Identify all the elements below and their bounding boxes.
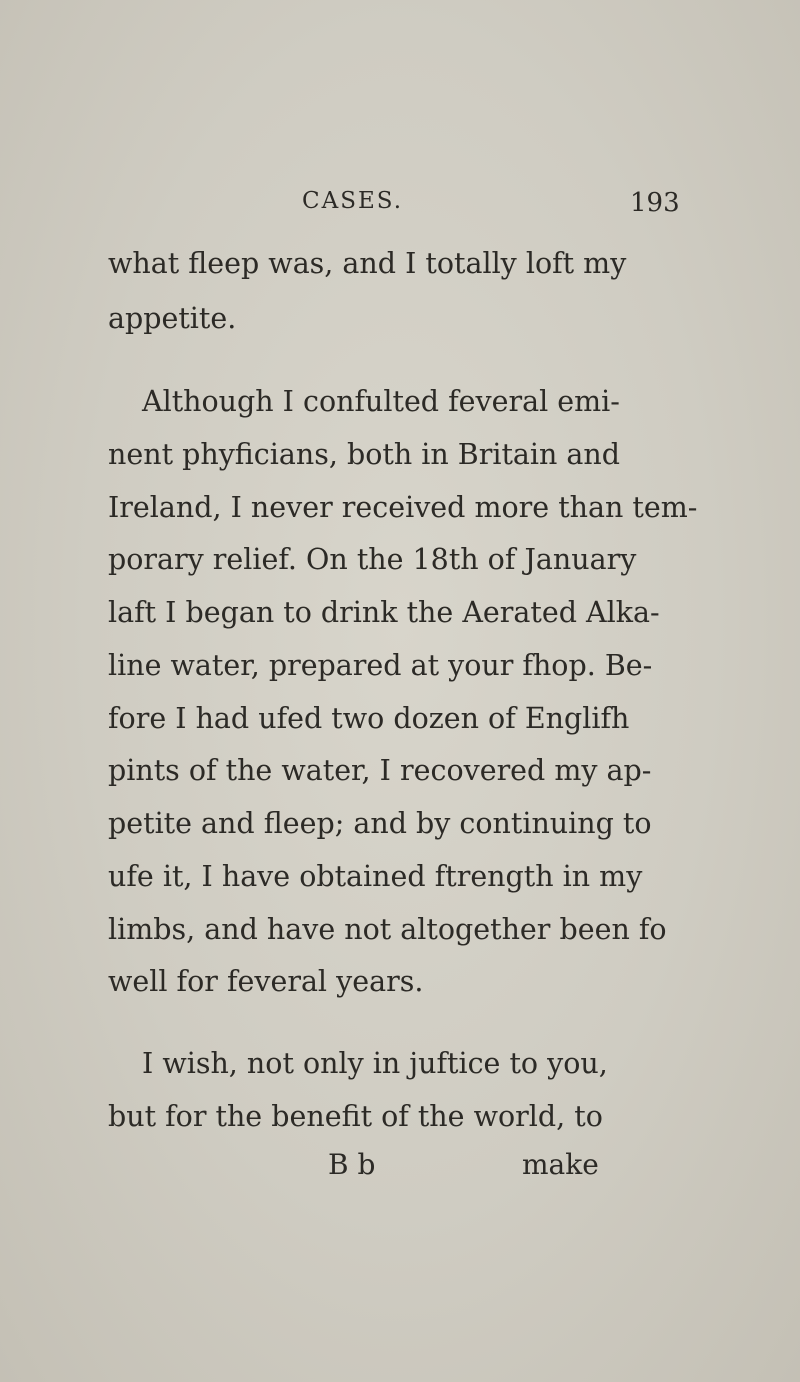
text-line: ufe it, I have obtained ftrength in my <box>108 860 643 893</box>
text-line: nent phyficians, both in Britain and <box>108 438 621 471</box>
text-line: fore I had ufed two dozen of Englifh <box>108 702 630 735</box>
text-line: what fleep was, and I totally loft my <box>108 247 627 280</box>
text-line: but for the benefit of the world, to <box>108 1100 603 1133</box>
catchword: make <box>522 1148 599 1181</box>
text-line: laft I began to drink the Aerated Alka- <box>108 596 660 629</box>
text-line: I wish, not only in juftice to you, <box>142 1047 608 1080</box>
text-line: appetite. <box>108 302 237 335</box>
text-line: line water, prepared at your fhop. Be- <box>108 649 653 682</box>
page-footer <box>0 1148 800 1188</box>
running-head: CASES. <box>302 188 404 214</box>
text-line: Although I confulted feveral emi- <box>142 385 620 418</box>
text-line: porary relief. On the 18th of January <box>108 543 637 576</box>
text-line: limbs, and have not altogether been fo <box>108 913 667 946</box>
text-line: petite and fleep; and by continuing to <box>108 807 652 840</box>
page-header <box>0 188 800 222</box>
text-line: well for feveral years. <box>108 965 424 998</box>
text-line: Ireland, I never received more than tem- <box>108 491 698 524</box>
page-number: 193 <box>630 188 680 218</box>
signature-mark: B b <box>328 1148 376 1181</box>
text-line: pints of the water, I recovered my ap- <box>108 754 652 787</box>
